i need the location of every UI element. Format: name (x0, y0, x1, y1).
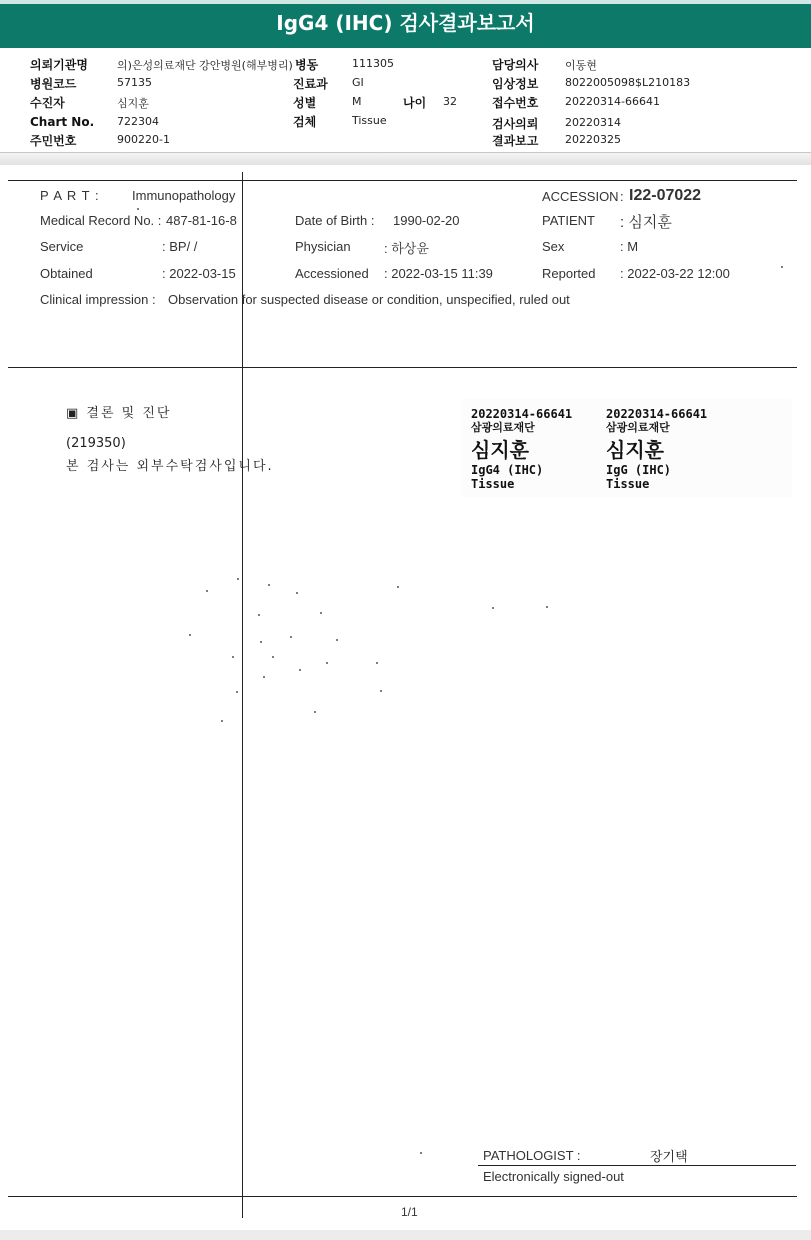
clinical-info-value: 8022005098$L210183 (565, 76, 691, 89)
sticker-receipt-number: 20220314-66641 (471, 407, 573, 421)
report-sex-label: Sex (542, 239, 565, 254)
sticker-specimen: Tissue (606, 477, 650, 491)
report-title: IgG4 (IHC) 검사결과보고서 (276, 11, 535, 35)
footer-strip (0, 1230, 811, 1240)
report-vertical-rule (242, 172, 243, 1218)
age-value: 32 (443, 95, 457, 108)
clinical-info-label: 임상정보 (492, 77, 539, 91)
header-divider (0, 152, 811, 165)
pathologist-name: 장기택 (650, 1150, 688, 1165)
sex-label: 성별 (293, 96, 317, 110)
sticker-test-name: IgG4 (IHC) (471, 463, 544, 477)
clinical-impression-value: Observation for suspected disease or condition, unspecified, ruled out (168, 292, 570, 307)
reported-value: : 2022-03-22 12:00 (620, 266, 730, 281)
request-date-value: 20220314 (565, 116, 621, 129)
part-value: Immunopathology (132, 188, 236, 203)
patient-label: 수진자 (30, 96, 65, 110)
dept-label: 진료과 (293, 77, 328, 91)
dob-label: Date of Birth : (295, 213, 375, 228)
report-sex-value: : M (620, 239, 639, 254)
service-value: : BP/ / (162, 239, 198, 254)
sticker-receipt-number: 20220314-66641 (606, 407, 708, 421)
dob-value: 1990-02-20 (393, 213, 460, 228)
signed-out-note: Electronically signed-out (483, 1169, 624, 1184)
ward-label: 병동 (295, 58, 319, 72)
mrn-value: 487-81-16-8 (166, 213, 237, 228)
accessioned-label: Accessioned (295, 266, 369, 281)
resident-number-label: 주민번호 (30, 134, 77, 148)
reported-label: Reported (542, 266, 596, 281)
result-date-value: 20220325 (565, 133, 621, 146)
age-label: 나이 (403, 96, 427, 110)
specimen-sticker (471, 407, 601, 493)
doctor-label: 담당의사 (492, 58, 539, 72)
signature-rule (478, 1165, 796, 1166)
hospital-code-label: 병원코드 (30, 77, 77, 91)
mrn-label: Medical Record No. : (40, 213, 162, 228)
service-label: Service (40, 239, 84, 254)
institution-value: 의)은성의료재단 강안병원(해부병리) (117, 59, 293, 72)
accession-colon: : (620, 189, 624, 204)
outsourced-note: 본 검사는 외부수탁검사입니다. (66, 459, 274, 474)
pathologist-label: PATHOLOGIST : (483, 1148, 581, 1163)
report-top-rule (8, 180, 797, 181)
doctor-value: 이동현 (565, 59, 597, 72)
specimen-label: 검체 (293, 115, 317, 129)
sticker-org: 삼광의료재단 (606, 421, 670, 434)
result-date-label: 결과보고 (492, 134, 539, 148)
accession-label: ACCESSION (542, 189, 619, 204)
request-date-label: 검사의뢰 (492, 117, 539, 131)
obtained-label: Obtained (40, 266, 93, 281)
hospital-code-value: 57135 (117, 76, 152, 89)
sticker-patient-name: 심지훈 (471, 438, 529, 462)
sticker-org: 삼광의료재단 (471, 421, 535, 434)
part-label: P A R T : (40, 188, 100, 203)
specimen-value: Tissue (352, 114, 387, 127)
sticker-patient-name: 심지훈 (606, 438, 664, 462)
institution-label: 의뢰기관명 (30, 58, 88, 72)
patient-value: 심지훈 (117, 97, 149, 110)
test-code: (219350) (66, 436, 126, 451)
sticker-test-name: IgG (IHC) (606, 463, 672, 477)
receipt-number-value: 20220314-66641 (565, 95, 660, 108)
accession-value: I22-07022 (629, 187, 702, 204)
obtained-value: : 2022-03-15 (162, 266, 236, 281)
accessioned-value: : 2022-03-15 11:39 (384, 266, 493, 281)
clinical-impression-label: Clinical impression : (40, 292, 156, 307)
physician-value: : 하상윤 (384, 241, 429, 256)
sex-value: M (352, 95, 362, 108)
physician-label: Physician (295, 239, 351, 254)
conclusion-heading: ▣ 결론 및 진단 (66, 406, 172, 421)
report-patient-value: : 심지훈 (620, 214, 672, 231)
receipt-number-label: 접수번호 (492, 96, 539, 110)
report-section-rule (8, 367, 797, 368)
report-patient-label: PATIENT (542, 213, 595, 228)
resident-number-value: 900220-1 (117, 133, 170, 146)
ward-value: 111305 (352, 57, 394, 70)
chart-no-label: Chart No. (30, 115, 95, 129)
dept-value: GI (352, 76, 364, 89)
page-number: 1/1 (401, 1205, 418, 1219)
report-bottom-rule (8, 1196, 797, 1197)
sticker-specimen: Tissue (471, 477, 515, 491)
specimen-sticker (606, 407, 736, 493)
chart-no-value: 722304 (117, 115, 159, 128)
